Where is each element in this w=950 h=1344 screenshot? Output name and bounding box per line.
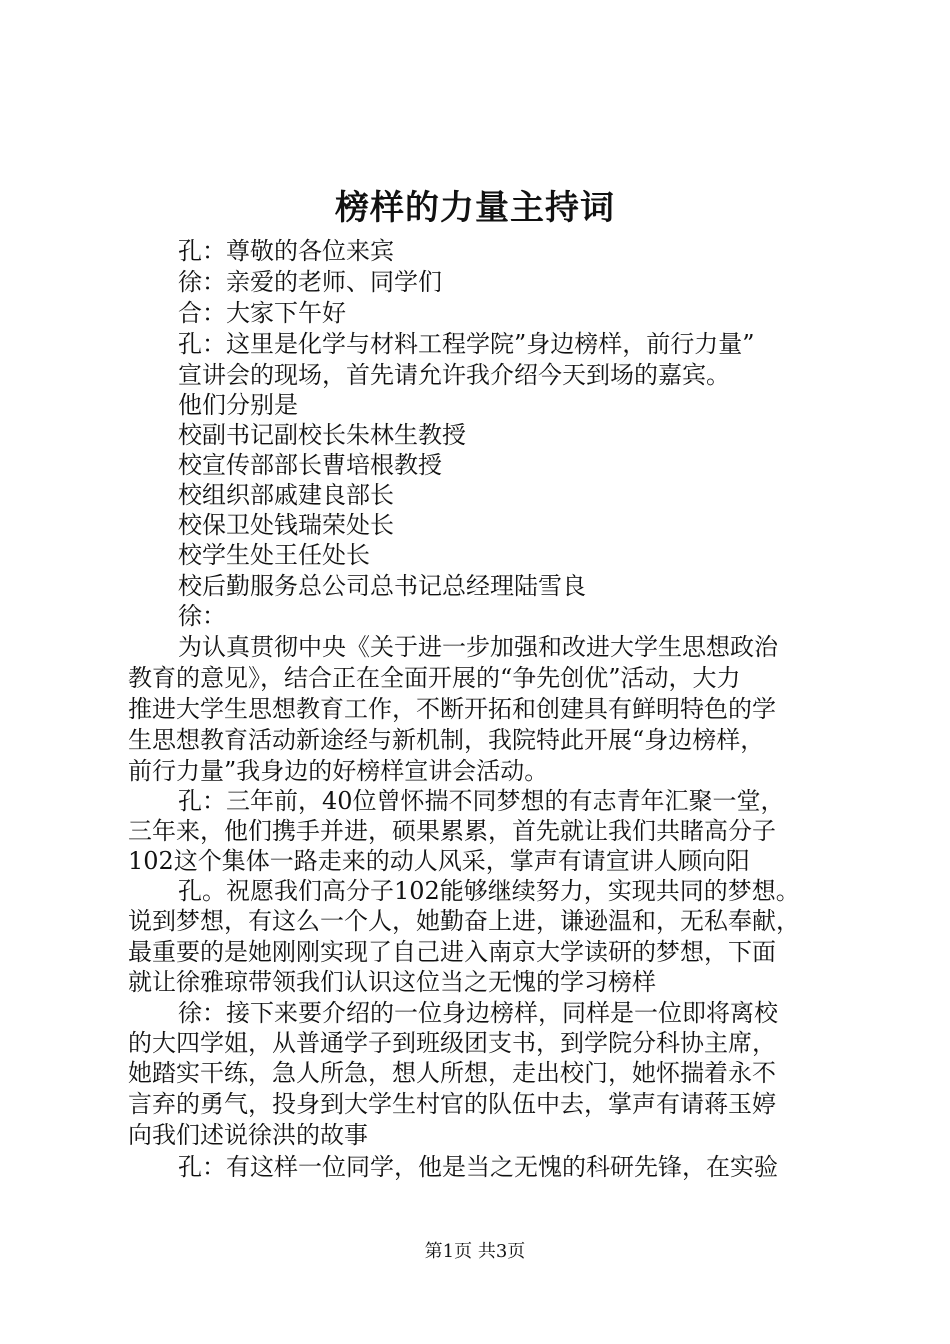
text-line: 宣讲会的现场，首先请允许我介绍今天到场的嘉宾。 xyxy=(178,361,730,389)
text-line: 校组织部戚建良部长 xyxy=(178,481,394,509)
text-line: 徐：亲爱的老师、同学们 xyxy=(178,268,442,296)
text-line: 孔：三年前，40位曾怀揣不同梦想的有志青年汇聚一堂， xyxy=(178,787,785,815)
text-line: 孔：尊敬的各位来宾 xyxy=(178,237,394,265)
text-line: 推进大学生思想教育工作，不断开拓和创建具有鲜明特色的学 xyxy=(128,695,776,723)
text-line: 向我们述说徐洪的故事 xyxy=(128,1121,368,1149)
text-line: 的大四学姐，从普通学子到班级团支书，到学院分科协主席， xyxy=(128,1029,776,1057)
text-line: 校保卫处钱瑞荣处长 xyxy=(178,511,394,539)
text-line: 合：大家下午好 xyxy=(178,299,346,327)
page-number-footer: 第1页 共3页 xyxy=(424,1241,526,1262)
text-line: 他们分别是 xyxy=(178,391,298,419)
text-line: 校学生处王任处长 xyxy=(178,541,370,569)
text-line: 为认真贯彻中央《关于进一步加强和改进大学生思想政治 xyxy=(178,633,778,661)
text-line: 孔：这里是化学与材料工程学院”身边榜样，前行力量” xyxy=(178,330,755,358)
document-title: 榜样的力量主持词 xyxy=(335,188,615,228)
text-line: 她踏实干练，急人所急，想人所想，走出校门，她怀揣着永不 xyxy=(128,1059,776,1087)
text-line: 三年来，他们携手并进，硕果累累，首先就让我们共睹高分子 xyxy=(128,817,776,845)
text-line: 言弃的勇气，投身到大学生村官的队伍中去，掌声有请蒋玉婷 xyxy=(128,1090,776,1118)
text-line: 就让徐雅琼带领我们认识这位当之无愧的学习榜样 xyxy=(128,968,656,996)
text-line: 孔。祝愿我们高分子102能够继续努力，实现共同的梦想。 xyxy=(178,877,800,905)
text-line: 校宣传部部长曹培根教授 xyxy=(178,451,442,479)
text-line: 102这个集体一路走来的动人风采，掌声有请宣讲人顾向阳 xyxy=(128,847,750,875)
text-line: 最重要的是她刚刚实现了自己进入南京大学读研的梦想，下面 xyxy=(128,938,776,966)
text-line: 生思想教育活动新途经与新机制，我院特此开展“身边榜样， xyxy=(128,726,765,754)
text-line: 校后勤服务总公司总书记总经理陆雪良 xyxy=(178,572,586,600)
text-line: 徐：接下来要介绍的一位身边榜样，同样是一位即将离校 xyxy=(178,999,778,1027)
text-line: 教育的意见》，结合正在全面开展的“争先创优”活动，大力 xyxy=(128,664,741,692)
text-line: 前行力量”我身边的好榜样宣讲会活动。 xyxy=(128,757,549,785)
text-line: 说到梦想，有这么一个人，她勤奋上进，谦逊温和，无私奉献， xyxy=(128,907,800,935)
text-line: 孔：有这样一位同学，他是当之无愧的科研先锋，在实验 xyxy=(178,1153,778,1181)
text-line: 校副书记副校长朱林生教授 xyxy=(178,421,466,449)
text-line: 徐： xyxy=(178,602,226,630)
